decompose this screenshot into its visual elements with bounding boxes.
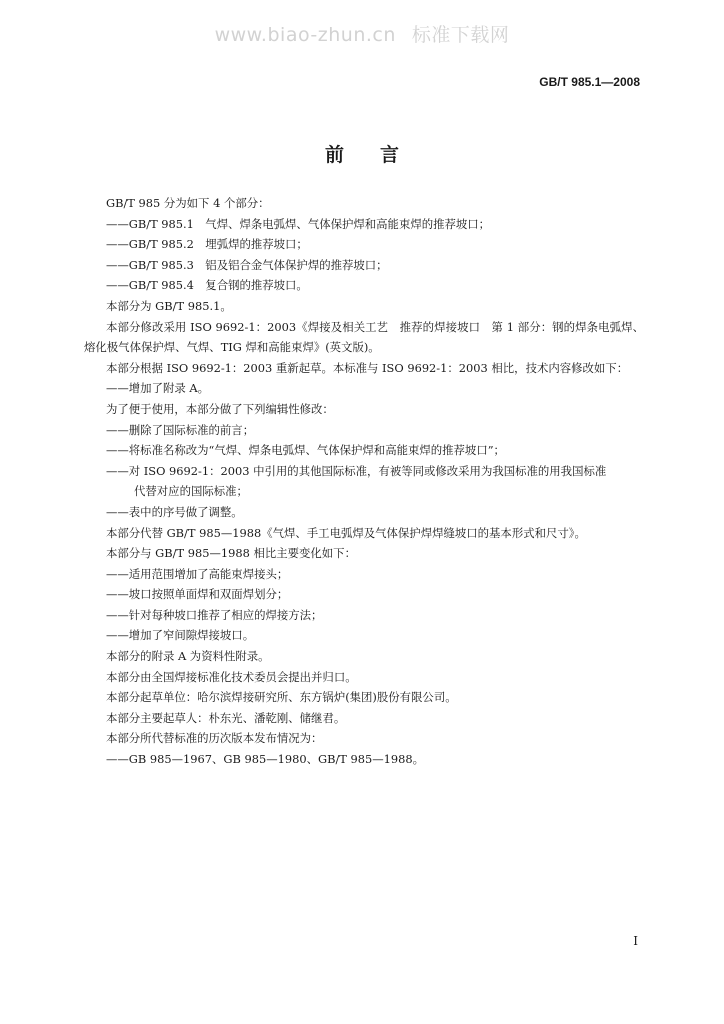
text-line: 本部分所代替标准的历次版本发布情况为： bbox=[106, 731, 323, 746]
list-item: ——坡口按照单面焊和双面焊划分； bbox=[106, 587, 289, 602]
text-line: 本部分由全国焊接标准化技术委员会提出并归口。 bbox=[106, 669, 357, 684]
text-line: 本部分代替 GB/T 985—1988《气焊、手工电弧焊及气体保护焊焊缝坡口的基本形式和尺寸》。 bbox=[106, 525, 586, 540]
list-item: ——将标准名称改为“气焊、焊条电弧焊、气体保护焊和高能束焊的推荐坡口”； bbox=[106, 443, 505, 458]
standard-number: GB/T 985.1—2008 bbox=[539, 75, 640, 89]
list-item: ——GB/T 985.1 气焊、焊条电弧焊、气体保护焊和高能束焊的推荐坡口； bbox=[106, 216, 491, 231]
text-line: 本部分根据 ISO 9692-1：2003 重新起草。本标准与 ISO 9692-1：2003 相比，技术内容修改如下： bbox=[106, 360, 629, 375]
list-item-continuation: 代替对应的国际标准； bbox=[134, 484, 248, 499]
watermark-site: www.biao-zhun.cn bbox=[214, 24, 396, 46]
list-item: ——增加了窄间隙焊接坡口。 bbox=[106, 628, 255, 643]
list-item: ——GB/T 985.3 铝及铝合金气体保护焊的推荐坡口； bbox=[106, 257, 388, 272]
text-line: 本部分与 GB/T 985—1988 相比主要变化如下： bbox=[106, 546, 356, 561]
text-line: 本部分起草单位：哈尔滨焊接研究所、东方锅炉(集团)股份有限公司。 bbox=[106, 690, 457, 705]
document-body bbox=[84, 193, 644, 770]
list-item: ——GB/T 985.2 埋弧焊的推荐坡口； bbox=[106, 237, 308, 252]
list-item: ——增加了附录 A。 bbox=[106, 381, 209, 396]
text-line: 本部分为 GB/T 985.1。 bbox=[106, 298, 232, 313]
paragraph: 本部分修改采用 ISO 9692-1：2003《焊接及相关工艺 推荐的焊接坡口 第 1 部分：钢的焊条电弧焊、熔化极气体保护焊、气焊、TIG 焊和高能束焊》(英文版)。 bbox=[84, 319, 644, 355]
text-line: 本部分的附录 A 为资料性附录。 bbox=[106, 649, 270, 664]
list-item: ——适用范围增加了高能束焊接头； bbox=[106, 566, 289, 581]
text-line: 本部分主要起草人：朴东光、潘乾刚、储继君。 bbox=[106, 710, 346, 725]
list-item: ——删除了国际标准的前言； bbox=[106, 422, 255, 437]
watermark bbox=[0, 20, 724, 47]
page-number: I bbox=[633, 934, 638, 948]
list-item: ——表中的序号做了调整。 bbox=[106, 504, 243, 519]
list-item: ——针对每种坡口推荐了相应的焊接方法； bbox=[106, 607, 323, 622]
list-item: ——对 ISO 9692-1：2003 中引用的其他国际标准，有被等同或修改采用为我国标准的用我国标准 bbox=[106, 463, 607, 478]
text-line: 为了便于使用，本部分做了下列编辑性修改： bbox=[106, 401, 334, 416]
text-line: GB/T 985 分为如下 4 个部分： bbox=[106, 196, 270, 210]
list-item: ——GB/T 985.4 复合钢的推荐坡口。 bbox=[106, 278, 308, 293]
page-title: 前言 bbox=[324, 144, 435, 166]
watermark-text: 标准下载网 bbox=[411, 24, 510, 46]
list-item: ——GB 985—1967、GB 985—1980、GB/T 985—1988。 bbox=[106, 752, 425, 767]
